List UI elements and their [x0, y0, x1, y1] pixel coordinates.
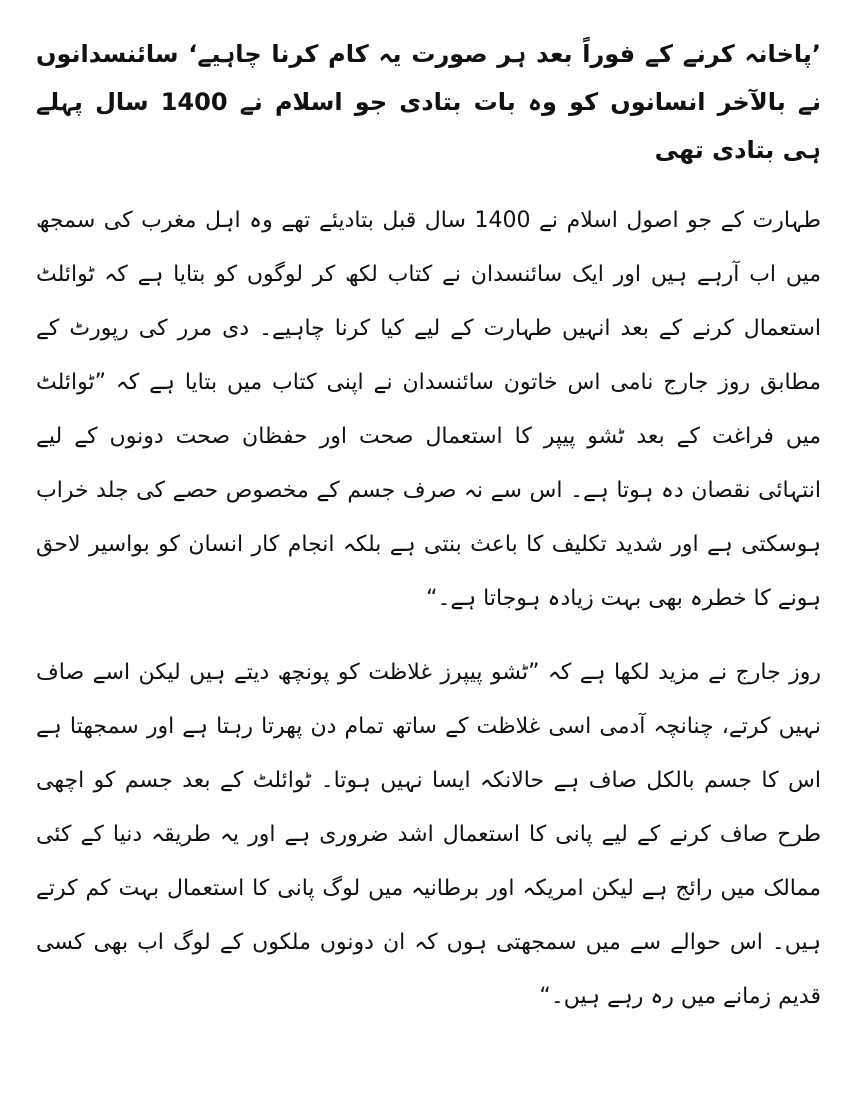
article-paragraph: طہارت کے جو اصول اسلام نے 1400 سال قبل بتادیئے تھے وہ اہل مغرب کی سمجھ میں اب آرہے ہیں اور ایک سائنسدان نے کتاب لکھ کر لوگوں کو بتایا ہے کہ ٹوائلٹ استعمال کرنے کے بعد انہیں طہارت کے لیے کیا کرنا چاہیے۔ دی مرر کی رپورٹ کے مطابق روز جارج نامی اس خاتون سائنسدان نے اپنی کتاب میں بتایا ہے کہ ”ٹوائلٹ میں فراغت کے بعد ٹشو پیپر کا استعمال صحت اور حفظان صحت دونوں کے لیے انتہائی نقصان دہ ہوتا ہے۔ اس سے نہ صرف جسم کے مخصوص حصے کی جلد خراب ہوسکتی ہے اور شدید تکلیف کا باعث بنتی ہے بلکہ انجام کار انسان کو بواسیر لاحق ہونے کا خطرہ بھی بہت زیادہ ہوجاتا ہے۔“	[36, 208, 821, 611]
article-paragraph: روز جارج نے مزید لکھا ہے کہ ”ٹشو پیپرز غلاظت کو پونچھ دیتے ہیں لیکن اسے صاف نہیں کرتے، چنانچہ آدمی اسی غلاظت کے ساتھ تمام دن پھرتا رہتا ہے اور سمجھتا ہے اس کا جسم بالکل صاف ہے حالانکہ ایسا نہیں ہوتا۔ ٹوائلٹ کے بعد جسم کو اچھی طرح صاف کرنے کے لیے پانی کا استعمال اشد ضروری ہے اور یہ طریقہ دنیا کے کئی ممالک میں رائج ہے لیکن امریکہ اور برطانیہ میں لوگ پانی کا استعمال بہت کم کرتے ہیں۔ اس حوالے سے میں سمجھتی ہوں کہ ان دونوں ملکوں کے لوگ اب بھی کسی قدیم زمانے میں رہ رہے ہیں۔“	[36, 660, 821, 1009]
article-headline: ’پاخانہ کرنے کے فوراً بعد ہر صورت یہ کام کرنا چاہیے‘ سائنسدانوں نے بالآخر انسانوں کو وہ بات بتادی جو اسلام نے 1400 سال پہلے ہی بتادی تھی	[36, 40, 822, 164]
